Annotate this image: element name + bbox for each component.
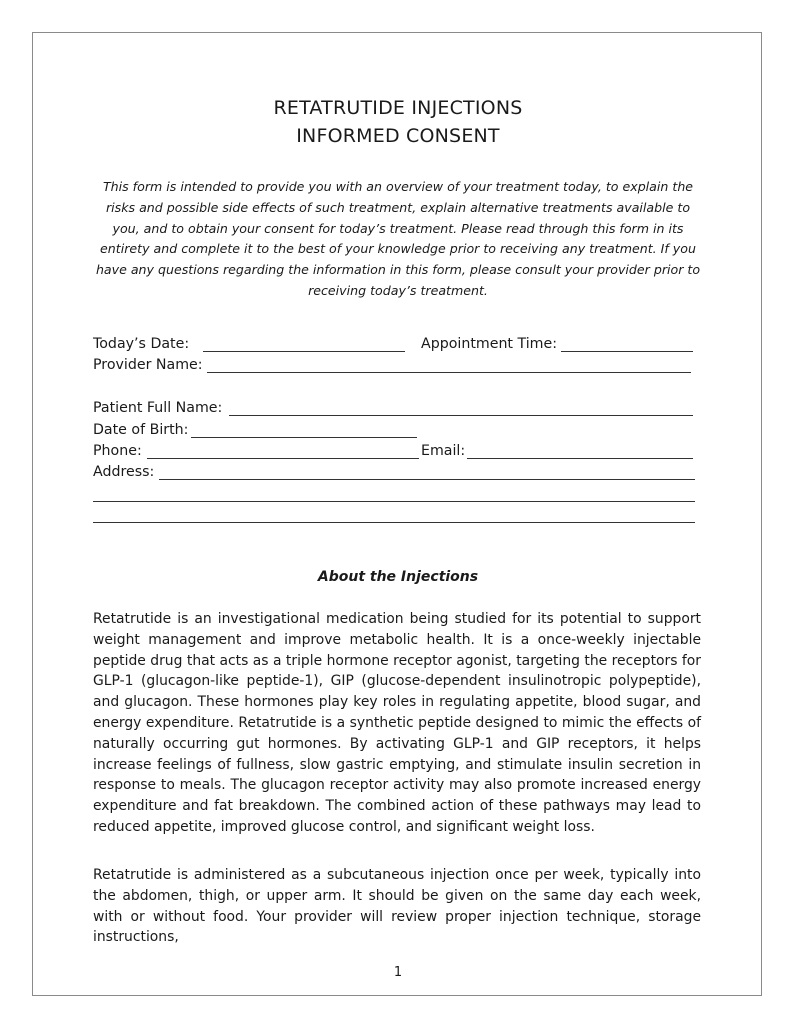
address-label: Address: (93, 464, 155, 480)
address-field-line1[interactable] (159, 479, 695, 480)
consent-form-page (32, 32, 762, 996)
phone-label: Phone: (93, 443, 142, 459)
patient-full-name-field[interactable] (229, 415, 693, 416)
appointment-time-field[interactable] (561, 351, 693, 352)
address-field-line2[interactable] (93, 501, 695, 502)
appointment-time-label: Appointment Time: (421, 336, 558, 352)
provider-name-label: Provider Name: (93, 357, 203, 373)
provider-name-field[interactable] (207, 372, 691, 373)
todays-date-field[interactable] (203, 351, 405, 352)
email-field[interactable] (467, 458, 693, 459)
address-field-line3[interactable] (93, 522, 695, 523)
phone-field[interactable] (147, 458, 419, 459)
email-label: Email: (421, 443, 466, 459)
intro-paragraph: This form is intended to provide you with an overview of your treatment today, to explain the risks and possible side effects of such treatment, explain alternative treatments available to you, and to obtain your consent for today’s treatment. Please read through this form in its entirety and complete it to the best of your knowledge prior to receiving any treatment. If you have any questions regarding the information in this form, please consult your provider prior to receiving today’s treatment. (95, 179, 701, 298)
about-paragraph-1: Retatrutide is an investigational medication being studied for its potential to support weight management and improve metabolic health. It is a once-weekly injectable peptide drug that acts as a triple hormone receptor agonist, targeting the receptors for GLP-1 (glucagon-like peptide-1), GIP (glucose-dependent insulinotropic polypeptide), and glucagon. These hormones play key roles in regulating appetite, blood sugar, and energy expenditure. Retatrutide is a synthetic peptide designed to mimic the effects of naturally occurring gut hormones. By activating GLP-1 and GIP receptors, it helps increase feelings of fullness, slow gastric emptying, and stimulate insulin secretion in response to meals. The glucagon receptor activity may also promote increased energy expenditure and fat breakdown. The combined action of these pathways may lead to reduced appetite, improved glucose control, and significant weight loss. (93, 611, 701, 835)
page-number: 1 (393, 965, 403, 980)
todays-date-label: Today’s Date: (93, 336, 190, 352)
document-title-line2: INFORMED CONSENT (296, 125, 500, 147)
patient-full-name-label: Patient Full Name: (93, 400, 223, 416)
date-of-birth-field[interactable] (191, 437, 417, 438)
date-of-birth-label: Date of Birth: (93, 422, 189, 438)
about-paragraph-2: Retatrutide is administered as a subcutaneous injection once per week, typically into the abdomen, thigh, or upper arm. It should be given on the same day each week, with or without food. Your provider will review proper injection technique, storage instructions, (93, 867, 701, 946)
document-title-line1: RETATRUTIDE INJECTIONS (273, 97, 523, 119)
about-injections-heading: About the Injections (317, 569, 479, 585)
